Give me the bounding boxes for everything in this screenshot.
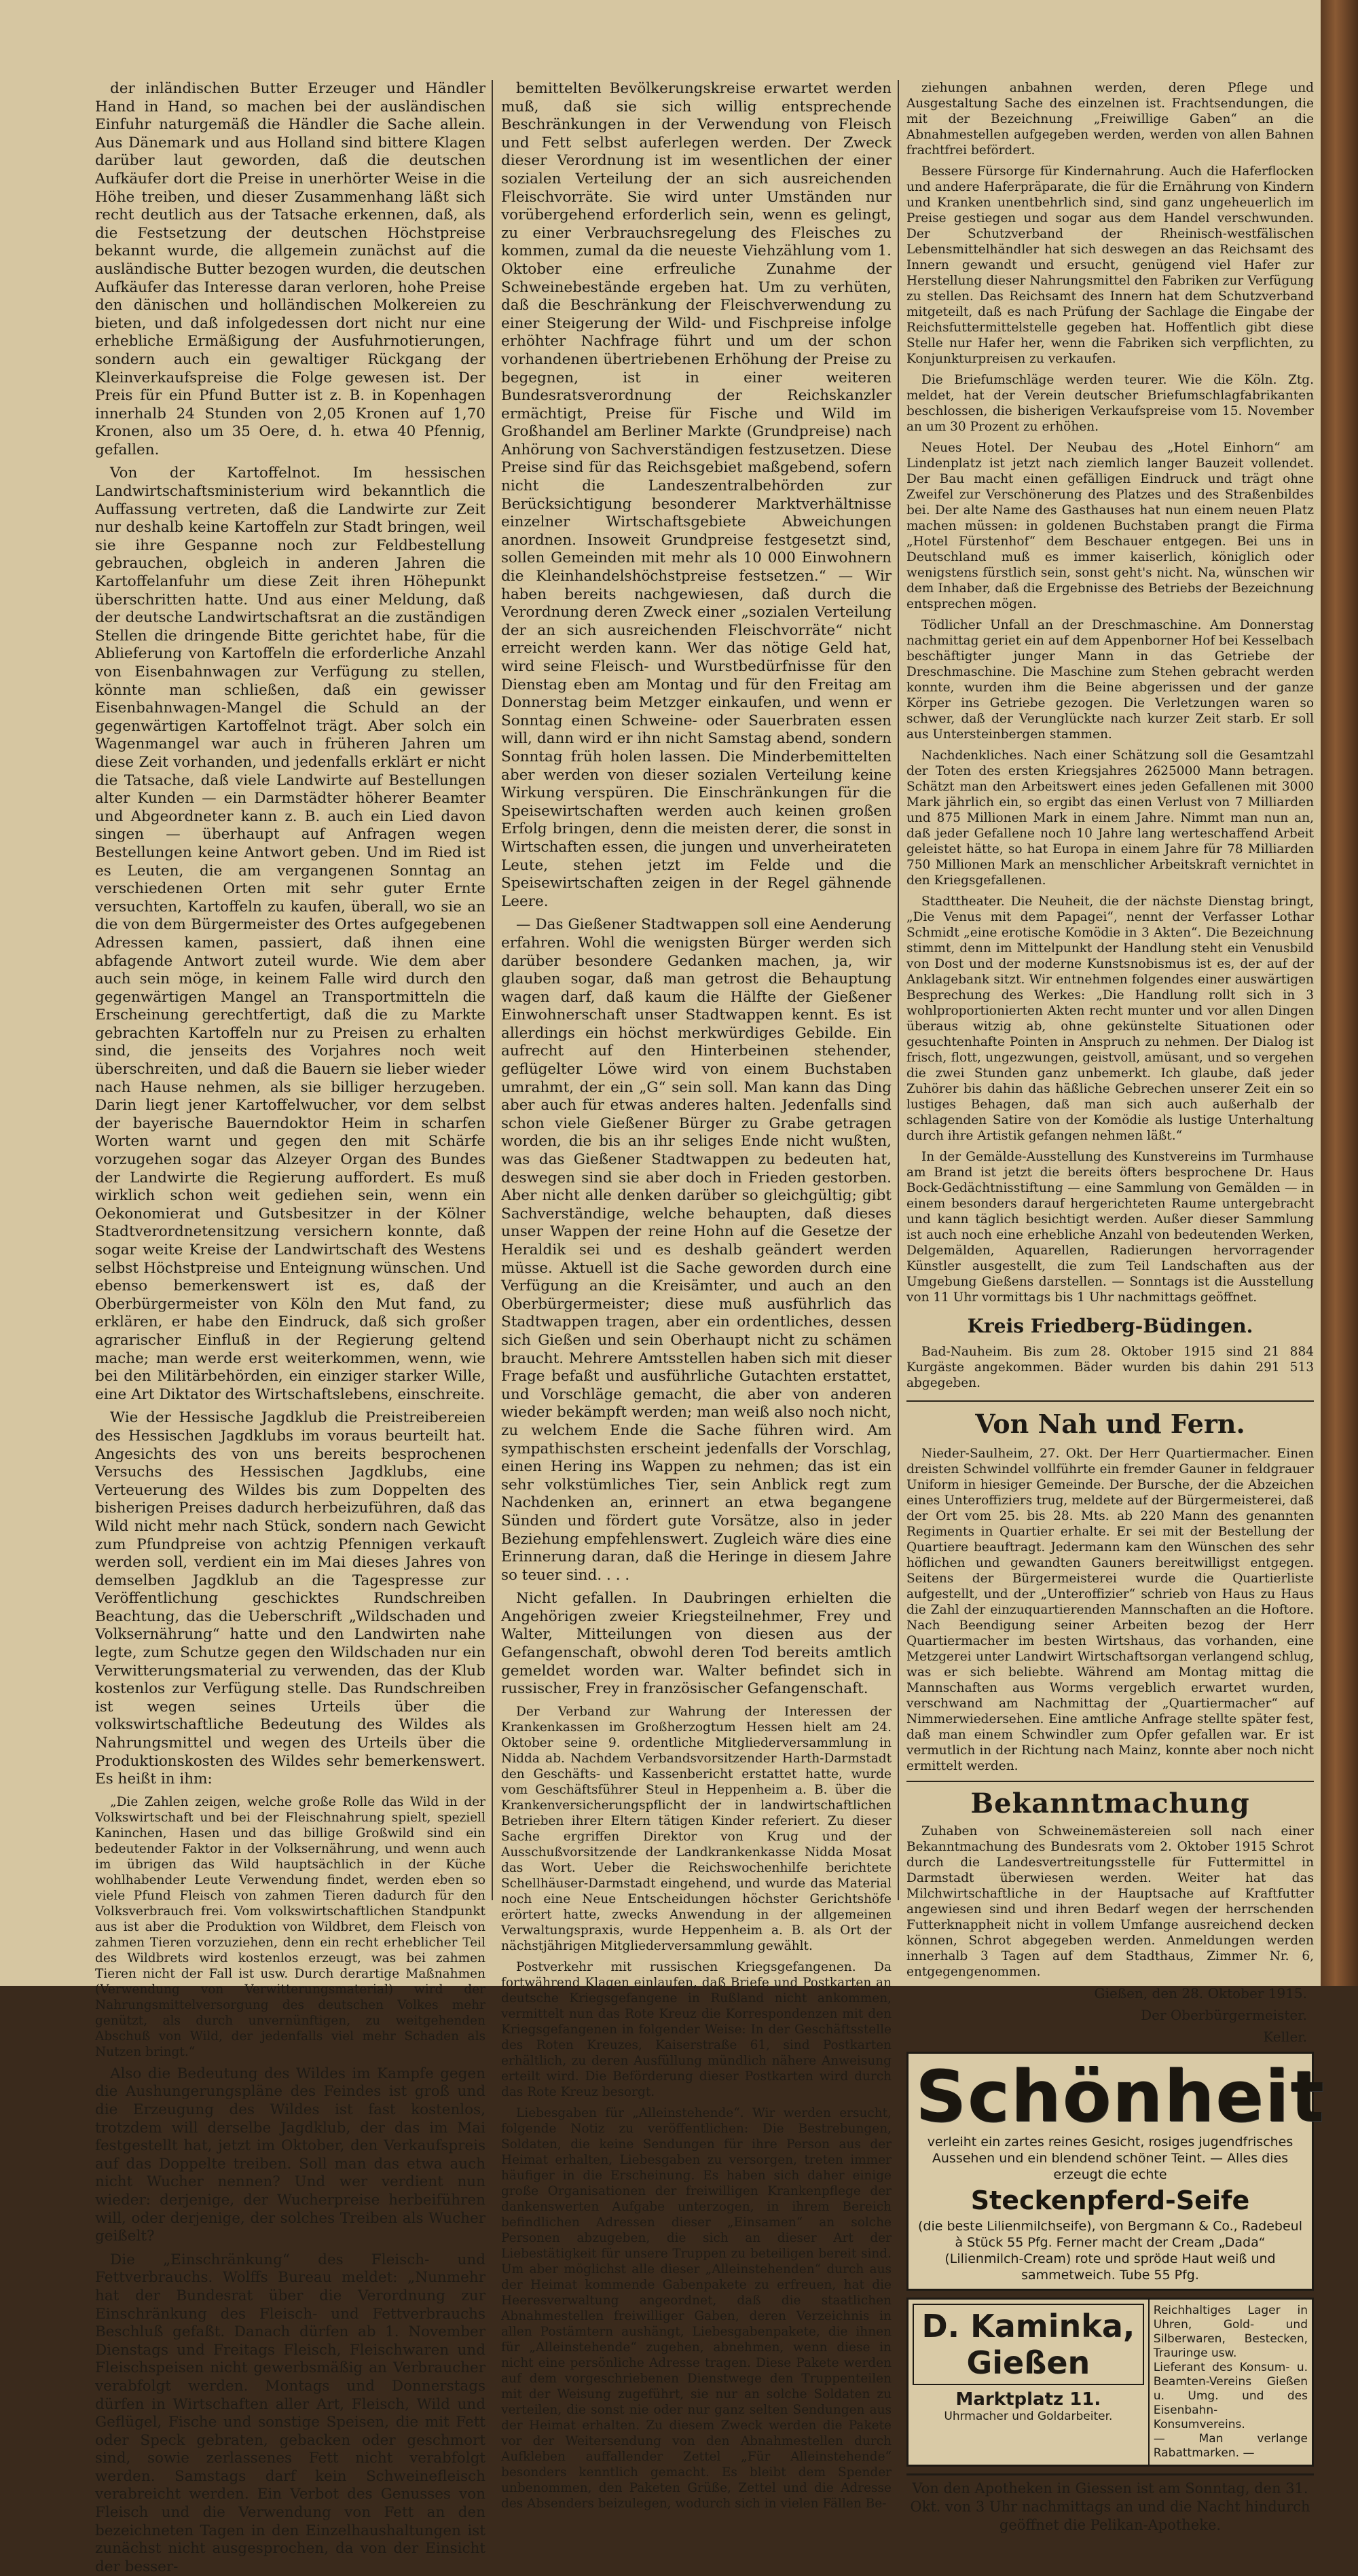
article-paragraph: bemittelten Bevölkerungskreise erwartet werden muß, daß sie sich willig entsprechende Beschränkungen in der Verwendung von Fleisch und Fett selbst auferlegen werden. Der Zweck dieser Verordnung ist im wesentlichen der einer sozialen Verteilung der an sich ausreichenden Fleischvorräte. Sie wird unter Umständen nur vorübergehend erforderlich sein, wenn es gelingt, zu einer Verbrauchsregelung des Fleisches zu kommen, zumal da die neueste Viehzählung vom 1. Oktober eine erfreuliche Zunahme der Schweinebestände ergeben hat. Um zu verhüten, daß die Beschränkung der Fleischverwendung zu einer Steigerung der Wild- und Fischpreise infolge erhöhter Nachfrage führt und um der schon vorhandenen übertriebenen Erhöhung der Preise zu begegnen, ist in einer weiteren Bundesratsverordnung der Reichskanzler ermächtigt, Preise für Fische und Wild im Großhandel am Berliner Markte (Grundpreise) nach Anhörung von Sachverständigen festzusetzen. Diese Preise sind für das Reichsgebiet maßgebend, sofern nicht die Landeszentralbehörden zur Berücksichtigung besonderer Marktverhältnisse einzelner Wirtschaftsgebiete Abweichungen anordnen. Insoweit Grundpreise festgesetzt sind, sollen Gemeinden mit mehr als 10 000 Einwohnern die Kleinhandelshöchstpreise festsetzen.“ — Wir haben bereits nachgewiesen, daß durch die Verordnung deren Zweck einer „sozialen Verteilung der an sich ausreichenden Fleischvorräte“ nicht erreicht werden kann. Wer das nötige Geld hat, wird seine Fleisch- und Wurstbedürfnisse für den Dienstag eben am Montag und für den Freitag am Donnerstag beim Metzger einkaufen, und wenn er Sonntag einen Schweine- oder Sauerbraten essen will, dann wird er ihn nicht Samstag abend, sondern Sonntag früh holen lassen. Die Minderbemittelten aber werden von dieser sozialen Verteilung keine Wirkung verspüren. Die Einschränkungen für die Speisewirtschaften werden auch keinen großen Erfolg bringen, denn die meisten derer, die sonst in Wirtschaften essen, die jungen und unverheirateten Leute, stehen jetzt im Felde und die Speisewirtschaften zeigen in der Regel gähnende Leere. <box>501 80 892 910</box>
article-paragraph: In der Gemälde-Ausstellung des Kunstvereins im Turmhause am Brand ist jetzt die bereits öfters besprochene Dr. Haus Bock-Gedächtnisstiftung — eine Sammlung von Gemälden — in einem besonders darauf hergerichteten Raume untergebracht und kann täglich besichtigt werden. Außer dieser Sammlung ist auch noch eine erhebliche Anzahl von bedeutenden Werken, Delgemälden, Aquarellen, Radierungen hervorragender Künstler ausgestellt, die zum Teil Landschaften aus der Umgebung Gießens darstellen. — Sonntags ist die Ausstellung von 11 Uhr vormittags bis 1 Uhr nachmittags geöffnet. <box>906 1150 1314 1305</box>
ad-address: Marktplatz 11. <box>955 2389 1101 2410</box>
article-paragraph: Bad-Nauheim. Bis zum 28. Oktober 1915 sind 21 884 Kurgäste angekommen. Bäder wurden bis dahin 291 513 abgegeben. <box>906 1345 1314 1390</box>
notice-signature-title: Der Oberbürgermeister. <box>1141 2007 1307 2023</box>
notice-text: Zuhaben von Schweinemästereien soll nach einer Bekanntmachung des Bundesrats vom 2. Oktober 1915 Schrot durch die Landesvertreitungsstelle für Futtermittel in Darmstadt überwiesen werden. Weiter hat das Milchwirtschaftliche in der Hauptsache auf Kraftfutter angewiesen sind und ihren Bedarf wegen der herrschenden Futterknappheit nicht in vollem Umfange ausreichend decken können, Schrot abgegeben werden. Anmeldungen werden innerhalb 3 Tagen auf dem Stadthaus, Zimmer Nr. 6, entgegengenommen. <box>906 1824 1314 1979</box>
article-paragraph: Wie der Hessische Jagdklub die Preistreibereien des Hessischen Jagdklubs im voraus beurteilt hat. Angesichts des von uns bereits besprochenen Versuchs des Hessischen Jagdklubs, eine Verteuerung des Wildes bis zum Doppelten des bisherigen Preises dadurch herbeizuführen, daß das Wild nicht mehr nach Stück, sondern nach Gewicht zum Pfundpreise von achtzig Pfennigen verkauft werden soll, verdient ein im Mai dieses Jahres von demselben Jagdklub an die Tagespresse zur Veröffentlichung geschicktes Rundschreiben Beachtung, das die Ueberschrift „Wildschaden und Volksernährung“ hatte und den Landwirten nahe legte, zum Schutze gegen den Wildschaden nur ein Verwitterungsmaterial zu verwenden, das der Klub kostenlos zur Verfügung stelle. Das Rundschreiben ist wegen seines Urteils über die volkswirtschaftliche Bedeutung des Wildes als Nahrungsmittel und wegen des Urteils über die Produktionskosten des Wildes sehr bemerkenswert. Es heißt in ihm: <box>95 1409 485 1788</box>
article-paragraph: Von der Kartoffelnot. Im hessischen Landwirtschaftsministerium wird bekanntlich die Auffassung vertreten, daß die Landwirte zur Zeit nur deshalb keine Kartoffeln zur Stadt bringen, weil sie ihre Gespanne noch zur Feldbestellung gebrauchen, obgleich in anderen Jahren die Kartoffelanfuhr um diese Zeit ihren Höhepunkt überschritten hatte. Und aus einer Meldung, daß der deutsche Landwirtschaftsrat an die zuständigen Stellen die dringende Bitte gerichtet habe, für die Ablieferung von Kartoffeln die erforderliche Anzahl von Eisenbahnwagen zur Verfügung zu stellen, könnte man schließen, daß ein gewisser Eisenbahnwagen-Mangel die Schuld an der gegenwärtigen Kartoffelnot trägt. Aber solch ein Wagenmangel war auch in früheren Jahren um diese Zeit vorhanden, und jedenfalls erklärt er nicht die Tatsache, daß viele Landwirte auf Bestellungen alter Kunden — ein Darmstädter höherer Beamter und Abgeordneter kann z. B. auch ein Lied davon singen — überhaupt auf Anfragen wegen Bestellungen keine Antwort geben. Und im Ried ist es Leuten, die am vergangenen Sonntag an verschiedenen Orten mit sehr guter Ernte versuchten, Kartoffeln zu kaufen, überall, wo sie an die von dem Bürgermeister des Ortes aufgegebenen Adressen kamen, passiert, daß ihnen eine abfagende Antwort zuteil wurde. Wie dem aber auch sein möge, in keinem Falle wird durch den gegenwärtigen Mangel an Transportmitteln die Erscheinung gerechtfertigt, daß die zu Markte gebrachten Kartoffeln nur zu Preisen zu erhalten sind, die jenseits des Vorjahres noch weit überschreiten, und daß die Bauern sie lieber wieder nach Hause nehmen, als sie billiger herzugeben. Darin liegt jener Kartoffelwucher, vor dem selbst der bayerische Bauerndoktor Heim in scharfen Worten warnt und gegen den mit Schärfe vorzugehen sogar das Alzeyer Organ des Bundes der Landwirte die Regierung auffordert. Es muß wirklich schon weit gediehen sein, wenn ein Oekonomierat und Gutsbesitzer in der Kölner Stadtverordnetensitzung versichern konnte, daß sogar weite Kreise der Landwirtschaft des Westens selbst Höchstpreise und Enteignung wünschen. Und ebenso bemerkenswert ist es, daß der Oberbürgermeister von Köln den Mut fand, zu erklären, er habe den Eindruck, daß sich großer agrarischer Einfluß in der Regierung geltend mache; man werde erst weiterkommen, wenn, wie bei den Militärbehörden, ein einziger starker Wille, eine Art Diktator des Wirtschaftslebens, einschreite. <box>95 465 485 1403</box>
advertisement-kaminka <box>906 2298 1314 2467</box>
article-quote: „Die Zahlen zeigen, welche große Rolle das Wild in der Volkswirtschaft und bei der Fleischnahrung spielt, speziell Kaninchen, Hasen und das billige Großwild sind ein bedeutender Faktor in der Volksernährung, und wenn auch im übrigen das Wild hauptsächlich in der Küche wohlhabender Leute Verwendung findet, werden eben so viele Pfund Fleisch von zahmen Tieren dadurch für den Volksverbrauch frei. Vom volkswirtschaftlichen Standpunkt aus ist aber die Produktion von Wildbret, dem Fleisch von zahmen Tieren vorzuziehen, denn ein recht erheblicher Teil des Wildbrets wird kostenlos erzeugt, was bei zahmen Tieren nicht der Fall ist usw. Durch derartige Maßnahmen (Verwendung von Verwitterungsmaterial) wird der Nahrungsmittelversorgung des deutschen Volkes mehr genützt, als durch unvernünftigen, zu weitgehenden Abschuß von Wild, der jedenfalls viel mehr Schaden als Nutzen bringt.“ <box>95 1794 485 2059</box>
ad-brand: Steckenpferd-Seife <box>970 2185 1250 2215</box>
article-paragraph: Neues Hotel. Der Neubau des „Hotel Einhorn“ am Lindenplatz ist jetzt nach ziemlich langer Bauzeit vollendet. Der Bau macht einen gefälligen Eindruck und trägt ohne Zweifel zur Verschönerung des Platzes und des Straßenbildes bei. Der alte Name des Gasthauses hat nun einem neuen Platz machen müssen: in goldenen Buchstaben prangt die Firma „Hotel Fürstenhof“ dem Beschauer entgegen. Bei uns in Deutschland muß es immer kaiserlich, königlich oder wenigstens fürstlich sein, sonst geht's nicht. Na, wünschen wir dem Inhaber, daß die Ergebnisse des Betriebs der Bezeichnung entsprechen mögen. <box>906 441 1314 611</box>
article-paragraph: Liebesgaben für „Alleinstehende“. Wir werden ersucht, folgende Notiz zu veröffentlichen: Die Bestrebungen, Soldaten, die keine Sendungen für ihre Person aus der Heimat erhalten, Liebesgaben zu versorgen, treten immer häufiger in die Erscheinung. Es haben sich daher einige große Organisationen der freiwilligen Krankenpflege der dankenswerten Aufgabe unterzogen, in ihrem Bereich befindlichen Adressen dieser „Einsamen“ an solche Personen abzugeben, die sich an dieser Art der Liebestätigkeit für unsere Truppen zu beteiligen bereit sind. Um aber möglichst alle dieser „Alleinstehenden“ durch aus der Heimat kommende Gabenpakete zu erfreuen, hat die Heeresverwaltung angeordnet, daß die staatlichen Abnahmestellen freiwilliger Gaben, deren Verzeichnis in allen Postämtern aushängt, Liebesgabenpakete, die ihnen für „Alleinstehende“ zugehen, abnehmen, wenn diese in nicht eine persönliche Adresse tragen. Diese Pakete werden auf dem vorgeschriebenen Dienstwege den Truppenteilen mit der Weisung zugeführt, sie nur an solche Soldaten zu verteilen, die sonst nie oder nur ganz selten Sendungen aus der Heimat erhalten. Zu diesem Zweck werden die Pakete vor der Weitersendung von den Abnahmestellen durch Aufkleben auffallender Zettel „Für Alleinstehende“ besonders kenntlich gemacht. Es bleibt dem Spender unbenommen, den Paketen Grüße, Zettel und die Adresse des Absenders beizulegen, wodurch sich in vielen Fällen Be- <box>501 2105 892 2511</box>
column-3 <box>906 80 1326 2533</box>
ad-left <box>909 2300 1150 2465</box>
ad-trade: Uhrmacher und Goldarbeiter. <box>944 2410 1113 2423</box>
pharmacy-notice: Von den Apotheken in Giessen ist am Sonntag, den 31. Okt. von 3 Uhr nachmittags an und die Nacht hindurch geöffnet die Pelikan-Apotheke. <box>906 2473 1314 2535</box>
ad-text: — Man verlange Rabattmarken. — <box>1153 2432 1308 2460</box>
ad-shop-name: D. Kaminka, Gießen <box>913 2304 1144 2385</box>
article-paragraph: Der Verband zur Wahrung der Interessen der Krankenkassen im Großherzogtum Hessen hielt am 24. Oktober seine 9. ordentliche Mitgliederversammlung in Nidda ab. Nachdem Verbandsvorsitzender Harth-Darmstadt den Geschäfts- und Kassenbericht erstattet hatte, wurde vom Geschäftsführer Steul in Heppenheim a. B. über die Krankenversicherungspflicht der in landwirtschaftlichen Betrieben ihrer Eltern tätigen Kinder referiert. Zu dieser Sache ergriffen Direktor von Krug und der Ausschußvorsitzende der Landkrankenkasse Nidda Mosat das Wort. Ueber die Reichswochenhilfe berichtete Schellhäuser-Darmstadt eingehend, und wurde das Material noch eine Neue Entscheidungen höchster Gerichtshöfe erörtert hatte, zwecks Anwendung in der allgemeinen Verwaltungspraxis, wurde Heppenheim a. B. als Ort der nächstjährigen Mitgliederversammlung gewählt. <box>501 1704 892 1953</box>
column-rule <box>898 80 899 1900</box>
notice-signature-name: Keller. <box>1263 2029 1307 2045</box>
article-paragraph: ziehungen anbahnen werden, deren Pflege und Ausgestaltung Sache des einzelnen ist. Frachtsendungen, die mit der Bezeichnung „Freiwillige Gaben“ an die Abnahmestellen aufgegeben werden, werden von allen Bahnen frachtfrei befördert. <box>906 81 1314 158</box>
article-paragraph: Postverkehr mit russischen Kriegsgefangenen. Da fortwährend Klagen einlaufen, daß Briefe und Postkarten an deutsche Kriegsgefangene in Rußland nicht ankommen, vermittelt nun das Rote Kreuz die Korrespondenzen mit den Kriegsgefangenen in folgender Weise: In der Geschäftsstelle des Roten Kreuzes, Kaiserstraße 61, sind Postkarten erhältlich, zu deren Ausfüllung mündlich nähere Anweisung erteilt wird. Die Beförderung dieser Postkarten wird durch das Rote Kreuz besorgt. <box>501 1959 892 2099</box>
ad-text: verleiht ein zartes reines Gesicht, rosiges jugendfrisches Aussehen und ein blendend schöner Teint. — Alles dies erzeugt die echte <box>927 2135 1293 2182</box>
ad-headline: Schönheit <box>915 2055 1326 2138</box>
column-rule <box>492 80 493 1900</box>
ad-text: Lieferant des Konsum- u. Beamten-Vereins Gießen u. Umg. und des Eisenbahn-Konsumvereins. <box>1153 2361 1308 2431</box>
article-paragraph: Die „Einschränkung“ des Fleisch- und Fettverbrauchs. Wolffs Bureau meldet: „Nunmehr hat der Bundesrat über die Verordnung zur Einschränkung des Fleisch- und Fettverbrauchs Beschluß gefaßt. Danach dürfen ab 1. November Dienstags und Freitags Fleisch, Fleischwaren und Fleischspeisen nicht gewerbsmäßig an Verbraucher verabfolgt werden. Montags und Donnerstags dürfen in Wirtschaften aller Art, Fleisch, Wild und Geflügel, Fische und sonstige Speisen, die mit Fett oder Speck gebraten, gebacken oder geschmort sind, sowie zerlassenes Fett nicht verabfolgt werden. Samstags darf kein Schweinefleisch verabreicht werden. Ein Verbot des Genusses von Fleisch und die Verwendung von Fett an den bezeichneten Tagen in den Einzelhaushaltungen ist zunächst nicht ausgesprochen, da von der Einsicht der besser- <box>95 2251 485 2575</box>
article-paragraph: — Das Gießener Stadtwappen soll eine Aenderung erfahren. Wohl die wenigsten Bürger werden sich darüber besondere Gedanken machen, ja, wir glauben sogar, daß man getrost die Behauptung wagen darf, daß kaum die Hälfte der Gießener Einwohnerschaft unser Stadtwappen kennt. Es ist allerdings ein höchst merkwürdiges Gebilde. Ein aufrecht auf den Hinterbeinen stehender, geflügelter Löwe wird von einem Buchstaben umrahmt, der ein „G“ sein soll. Man kann das Ding aber auch für etwas anderes halten. Jedenfalls sind schon viele Gießener Bürger zu Grabe getragen worden, die bis an ihr seliges Ende nicht wußten, was das Gießener Stadtwappen zu bedeuten hat, deswegen sind sie aber doch in Frieden gestorben. Aber nicht alle denken darüber so gleichgültig; gibt Sachverständige, welche behaupten, daß dieses unser Wappen der reine Hohn auf die Gesetze der Heraldik sei und es deshalb geändert werden müsse. Aktuell ist die Sache geworden durch eine Verfügung an die Kreisämter, und auch an den Oberbürgermeister; diese muß ausführlich das Stadtwappen tragen, aber ein ordentliches, dessen sich Gießen und sein Oberhaupt nicht zu schämen braucht. Mehrere Amtsstellen haben sich mit dieser Frage befaßt und ausführliche Gutachten erstattet, und Vorschläge gemacht, die aber von anderen wieder bekämpft werden; man weiß also noch nicht, zu welchem Ende die Sache führen wird. Am sympathischsten erscheint jedenfalls der Vorschlag, einen Hering ins Wappen zu nehmen; das ist ein sehr volkstümliches Tier, sein Anblick regt zum Nachdenken an, erinnert an etwa begangene Sünden und fördert gute Vorsätze, also in jeder Beziehung empfehlenswert. Zugleich wäre dies eine Erinnerung daran, daß die Heringe in diesem Jahre so teuer sind. . . . <box>501 916 892 1584</box>
notice-heading: Bekanntmachung <box>906 1781 1314 1819</box>
book-spine <box>1321 0 1358 1986</box>
ad-text: Reichhaltiges Lager in Uhren, Gold- und Silberwaren, Bestecken, Trauringe usw. <box>1153 2304 1308 2360</box>
article-paragraph: Die Briefumschläge werden teurer. Wie die Köln. Ztg. meldet, hat der Verein deutscher Briefumschlagfabrikanten beschlossen, die bisherigen Verkaufspreise vom 15. November an um 30 Prozent zu erhöhen. <box>906 373 1314 434</box>
notice-date: Gießen, den 28. Oktober 1915. <box>1094 1985 1307 2001</box>
column-2 <box>501 80 892 2511</box>
article-paragraph: Bessere Fürsorge für Kindernahrung. Auch die Haferflocken und andere Haferpräparate, die für die Ernährung von Kindern und Kranken unentbehrlich sind, sind ganz ungeheuerlich im Preise gestiegen und sogar aus dem Handel verschwunden. Der Schutzverband der Rheinisch-westfälischen Lebensmittelhändler hat sich deswegen an das Reichsamt des Innern gewandt und ersucht, genügend viel Hafer zur Herstellung dieser Nahrungsmittel den Fabriken zur Verfügung zu stellen. Das Reichsamt des Innern hat dem Schutzverband mitgeteilt, daß es nach Prüfung der Sachlage die Eingabe der Reichsfuttermittelstelle gegeben hat. Hoffentlich gibt diese Stelle nur Hafer her, wenn die Fabriken sich verpflichten, zu Konjunkturpreisen zu verkaufen. <box>906 164 1314 366</box>
article-paragraph: Nachdenkliches. Nach einer Schätzung soll die Gesamtzahl der Toten des ersten Kriegsjahres 2625000 Mann betragen. Schätzt man den Arbeitswert eines jeden Gefallenen mit 3000 Mark jährlich ein, so ergibt das einen Verlust von 7 Milliarden und 875 Millionen Mark in einem Jahre. Nimmt man nun an, daß jeder Gefallene noch 10 Jahre lang werteschaffend Arbeit geleistet hätte, so hat Europa in einem Jahre für 78 Milliarden 750 Millionen Mark an menschlicher Arbeitskraft vernichtet in den Kriegsgefallenen. <box>906 748 1314 888</box>
article-paragraph: Stadttheater. Die Neuheit, die der nächste Dienstag bringt, „Die Venus mit dem Papagei“, nennt der Verfasser Lothar Schmidt „eine erotische Komödie in 3 Akten“. Die Bezeichnung stimmt, denn im Mittelpunkt der Handlung steht ein Venusbild von Dost und der moderne Kunstsnobismus ist es, der auf der Anklagebank sitzt. Wir entnehmen folgendes einer auswärtigen Besprechung des Werkes: „Die Handlung rollt sich in 3 wohlproportionierten Akten recht munter und vor allen Dingen überaus witzig ab, ohne gekünstelte Situationen oder gesuchtenhafte Pointen in Anspruch zu nehmen. Der Dialog ist frisch, flott, ungezwungen, geistvoll, amüsant, und so vergehen die zwei Stunden ganz unbemerkt. Ich glaube, daß jeder Zuhörer bis dahin das häßliche Gebrechen unserer Zeit ein so lustiges Behagen, daß man sich auch außerhalb der schlagenden Satire von der Komödie als lustige Unterhaltung durch ihre Artistik gefangen nehmen läßt.“ <box>906 894 1314 1143</box>
ad-right <box>1150 2300 1312 2465</box>
section-heading-nah-fern: Von Nah und Fern. <box>906 1400 1314 1439</box>
article-paragraph: Nieder-Saulheim, 27. Okt. Der Herr Quartiermacher. Einen dreisten Schwindel vollführte ein fremder Gauner in feldgrauer Uniform in hiesiger Gemeinde. Der Bursche, der die Abzeichen eines Unteroffiziers trug, meldete auf der Bürgermeisterei, daß der Ort vom 25. bis 28. Mts. ab 220 Mann des genannten Regiments in Quartier erhalte. Er sei mit der Bestellung der Quartiere beauftragt. Jedermann kam den Wünschen des sehr höflichen und gewandten Gauners bereitwilligst entgegen. Seitens der Bürgermeisterei wurde die Quartierliste aufgestellt, und der „Unteroffizier“ schrieb von Haus zu Haus die Zahl der einzuquartierenden Mannschaften an die Hoftore. Nach Beendigung seiner Arbeiten bezog der Herr Quartiermacher im besten Wirtshaus, das vorhanden, eine Metzgerei unter Landwirt Wirtschaftsorgan verlangend schlug, was er sich beliebte. Während am Montag mittag die Mannschaften aus Worms vergeblich erwartet wurden, verschwand am Nachmittag der „Quartiermacher“ auf Nimmerwiedersehen. Eine amtliche Anfrage stellte später fest, daß man einem Schwindler zum Opfer gefallen war. Er ist vermutlich in der Richtung nach Mainz, konnte aber noch nicht ermittelt werden. <box>906 1447 1314 1773</box>
article-paragraph: Nicht gefallen. In Daubringen erhielten die Angehörigen zweier Kriegsteilnehmer, Frey und Walter, Mitteilungen von diesen aus der Gefangenschaft, obwohl deren Tod bereits amtlich gemeldet worden war. Walter befindet sich in russischer, Frey in französischer Gefangenschaft. <box>501 1590 892 1698</box>
column-1 <box>95 80 485 2575</box>
article-paragraph: Tödlicher Unfall an der Dreschmaschine. Am Donnerstag nachmittag geriet ein auf dem Appenborner Hof bei Kesselbach beschäftigter junger Mann in das Getriebe der Dreschmaschine. Die Maschine zum Stehen gebracht werden konnte, wurden ihm die Beine abgerissen und der ganze Körper ins Getriebe gezogen. Die Verletzungen waren so schwer, daß der Verunglückte nach kurzer Zeit starb. Er soll aus Untersteinbergen stammen. <box>906 618 1314 742</box>
article-paragraph: Also die Bedeutung des Wildes im Kampfe gegen die Aushungerungspläne des Feindes ist groß und die Erzeugung des Wildes ist fast kostenlos, trotzdem will derselbe Jagdklub, der das im Mai festgestellt hat, jetzt im Oktober, den Verkaufspreis auf das Doppelte treiben. Soll man das etwa auch nicht Wucher nennen? Und wer verdient nun wieder: derjenige, der Wucherpreise herbeiführen will, oder derjenige, der solches Treiben als Wucher geißelt? <box>95 2065 485 2245</box>
advertisement-schoenheit <box>906 2052 1326 2291</box>
ad-text: (die beste Lilienmilchseife), von Bergmann & Co., Radebeul à Stück 55 Pfg. Ferner macht der Cream „Dada“ (Lilienmilch-Cream) rote und spröde Haut weiß und sammetweich. Tube 55 Pfg. <box>917 2219 1303 2283</box>
section-heading-kreis: Kreis Friedberg-Büdingen. <box>967 1315 1253 1337</box>
article-paragraph: der inländischen Butter Erzeuger und Händler Hand in Hand, so machen bei der ausländischen Einfuhr naturgemäß die Händler die Sache allein. Aus Dänemark und aus Holland sind bittere Klagen darüber laut geworden, daß die deutschen Aufkäufer dort die Preise in unerhörter Weise in die Höhe treiben, und dieser Zusammenhang läßt sich recht deutlich aus der Tatsache erkennen, daß, als die Festsetzung der deutschen Höchstpreise bekannt wurde, die allgemein zunächst auf die ausländische Butter bezogen wurden, die deutschen Aufkäufer das Interesse daran verloren, hohe Preise den dänischen und holländischen Molkereien zu bieten, und daß infolgedessen dort nicht nur eine erhebliche Ermäßigung der Ausfuhrnotierungen, sondern auch ein gewaltiger Rückgang der Kleinverkaufspreise die Folge gewesen ist. Der Preis für ein Pfund Butter ist z. B. in Kopenhagen innerhalb 24 Stunden von 2,05 Kronen auf 1,70 Kronen, also um 35 Oere, d. h. etwa 40 Pfennig, gefallen. <box>95 80 485 458</box>
